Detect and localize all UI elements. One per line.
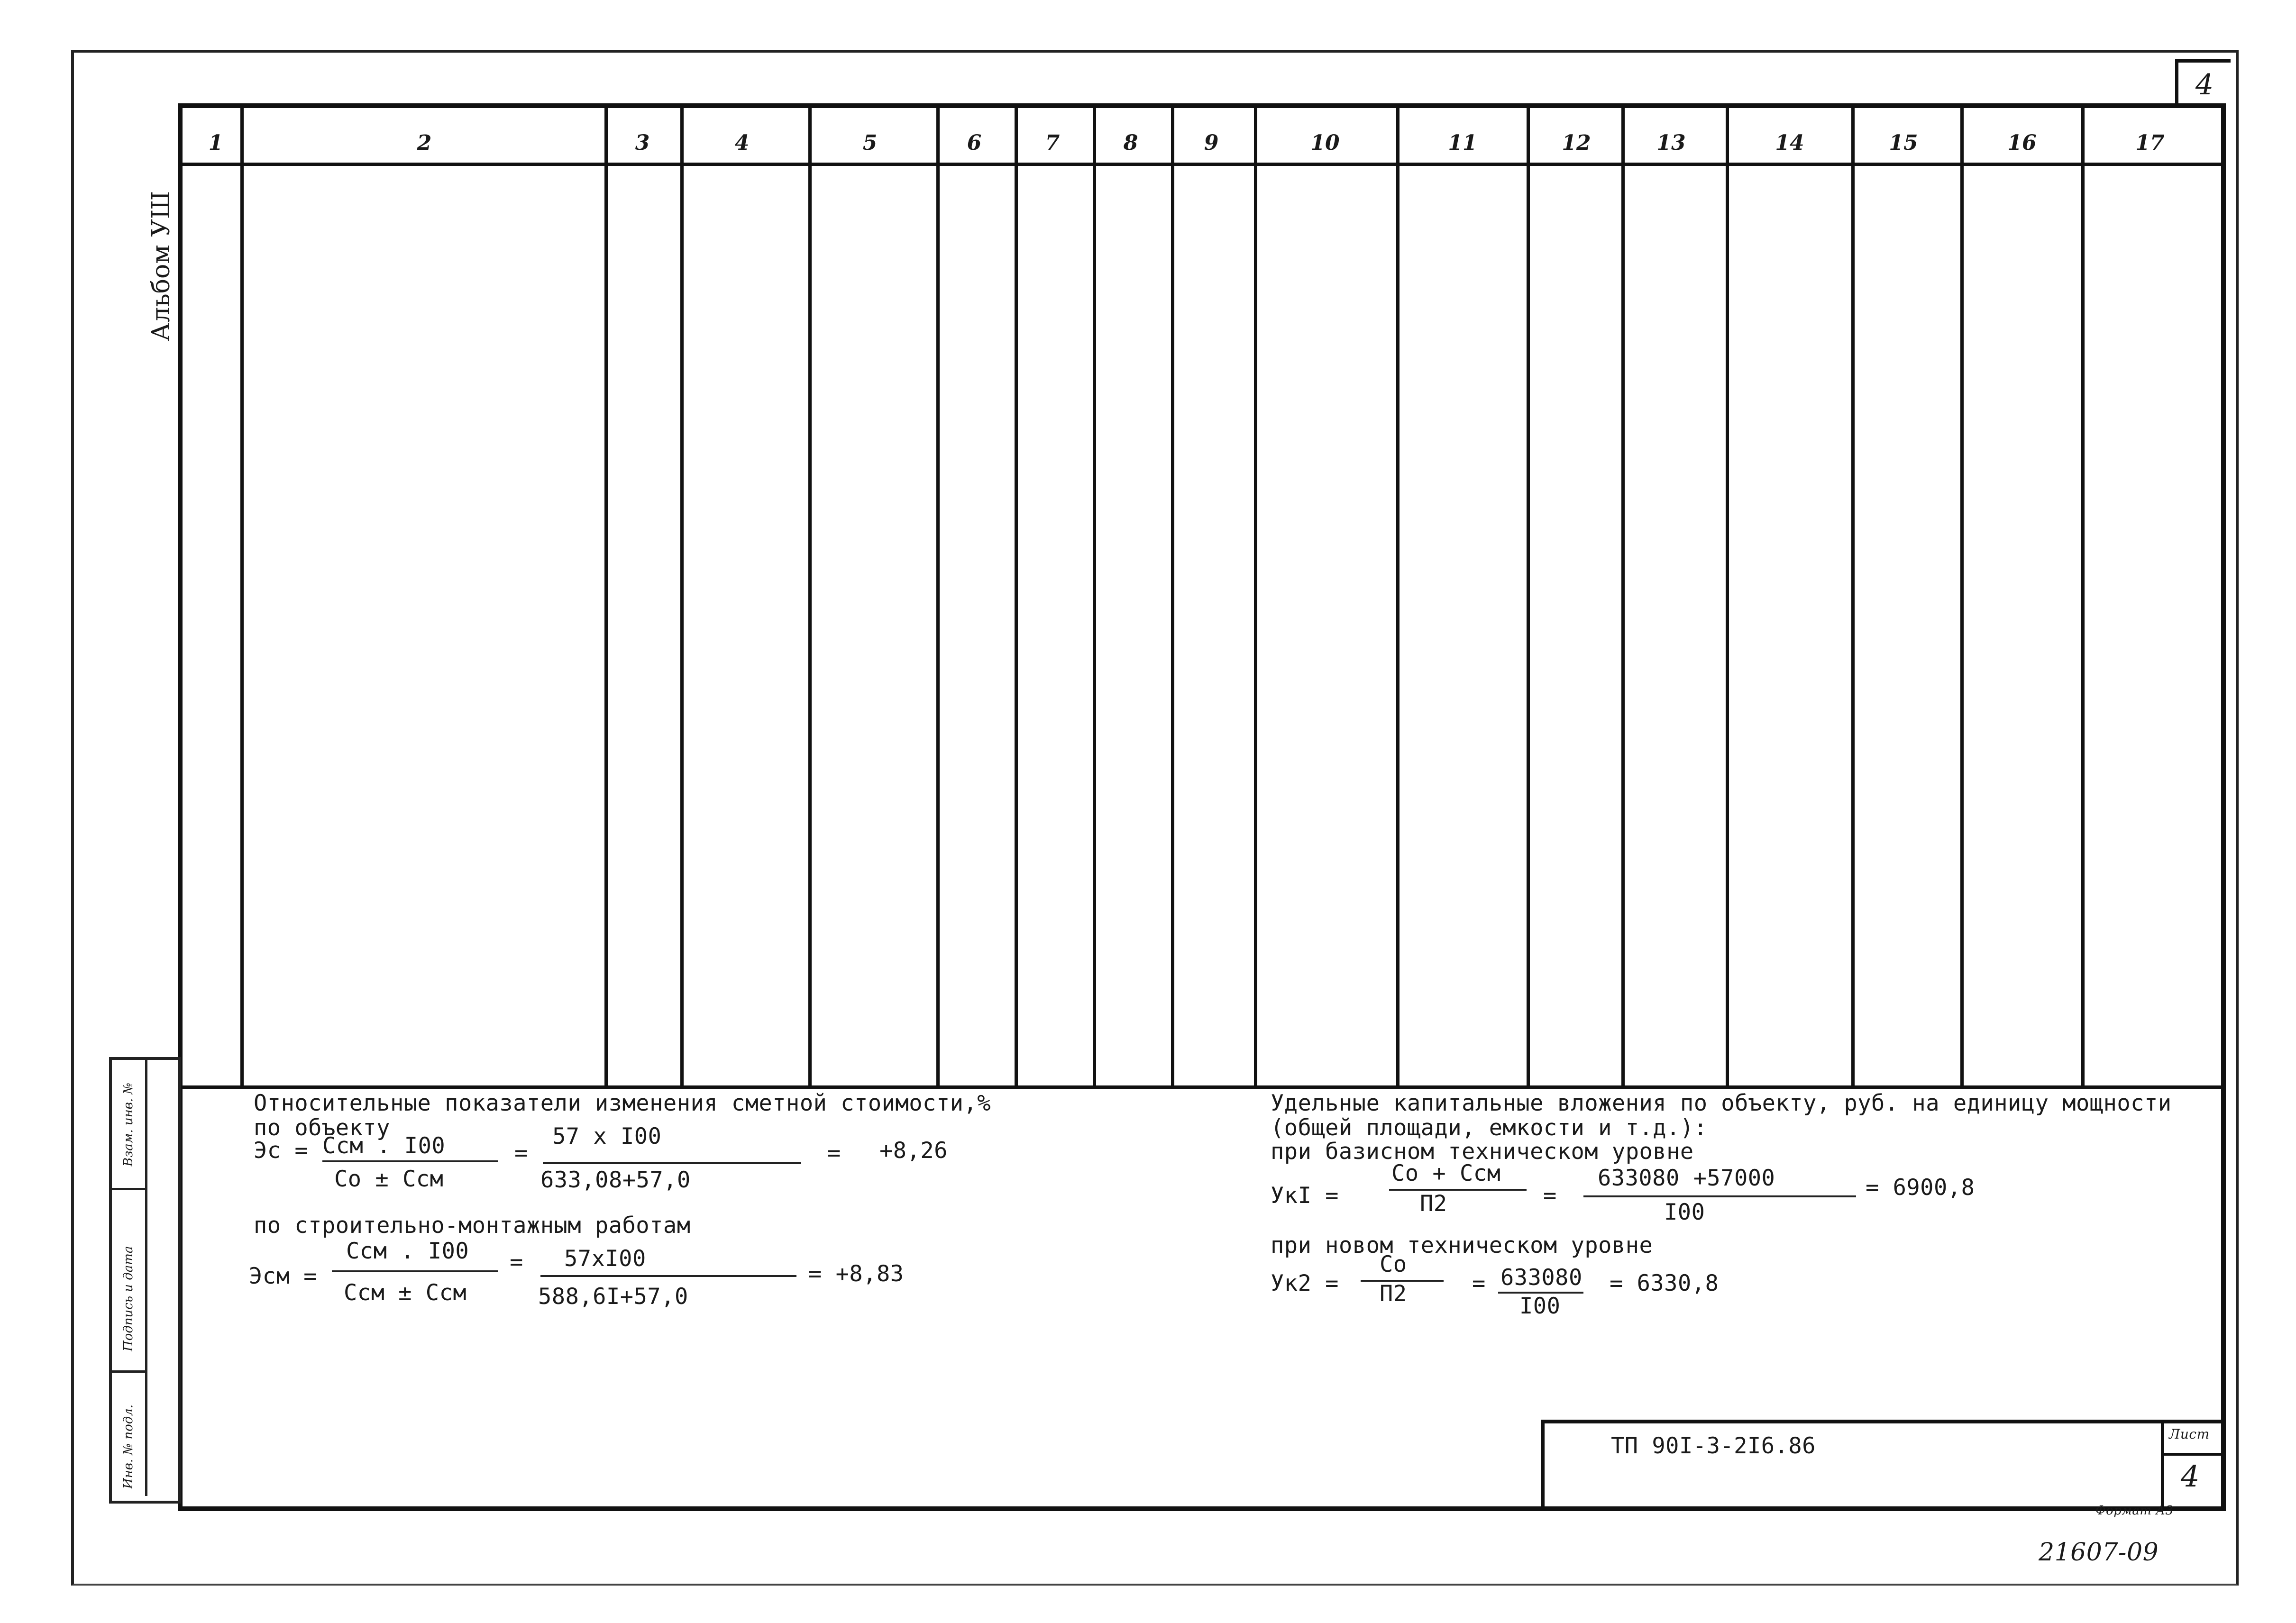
sheet-cell-divider [2164, 1453, 2223, 1456]
rf1-result: = 6900,8 [1866, 1175, 1975, 1201]
rf2-equals: = [1472, 1270, 1486, 1296]
column-number: 14 [1775, 131, 1804, 155]
album-label: Альбом УШ [147, 191, 175, 341]
column-number: 2 [417, 131, 432, 155]
left-sub-construction: по строительно-монтажным работам [254, 1213, 691, 1239]
col-divider [240, 108, 244, 1085]
right-sub-basis: при базисном техническом уровне [1271, 1139, 1694, 1165]
doc-code: ТП 90I-3-2I6.86 [1611, 1433, 1816, 1459]
left-sub-object: по объекту [254, 1115, 390, 1141]
f1-result: +8,26 [879, 1138, 948, 1164]
col-divider [1851, 108, 1855, 1085]
sheet-label: Лист [2169, 1426, 2210, 1442]
right-sub-new: при новом техническом уровне [1271, 1232, 1653, 1258]
col-divider [1396, 108, 1400, 1085]
column-number: 9 [1204, 131, 1219, 155]
column-number: 1 [208, 131, 223, 155]
title-block [1541, 1420, 2223, 1509]
sheet-cell [2161, 1423, 2223, 1509]
col-divider [1621, 108, 1625, 1085]
stamp-field-inventory: Инв. № подл. [121, 1404, 136, 1489]
rf2-denominator-values: I00 [1519, 1293, 1561, 1319]
f1-lhs: Эс = [254, 1138, 309, 1164]
column-number: 12 [1562, 131, 1591, 155]
rf1-numerator-values: 633080 +57000 [1598, 1165, 1775, 1191]
right-heading: Удельные капитальные вложения по объекту, руб. на единицу мощности [1271, 1090, 2172, 1116]
f1-fraction-bar [322, 1160, 498, 1162]
column-number: 11 [1448, 131, 1477, 155]
f1-denominator-values: 633,08+57,0 [540, 1167, 691, 1193]
column-number: 10 [1310, 131, 1340, 155]
col-divider [936, 108, 940, 1085]
rf2-lhs: Ук2 = [1271, 1270, 1339, 1296]
column-number: 5 [862, 131, 878, 155]
rf2-numerator: Со [1380, 1251, 1407, 1277]
f2-numerator-values: 57хI00 [564, 1246, 646, 1272]
f2-lhs: Эсм = [249, 1263, 317, 1289]
rf1-values-bar [1583, 1195, 1856, 1197]
f2-result: = +8,83 [808, 1261, 904, 1287]
format-label: Формат А3 [2095, 1504, 2174, 1518]
f1-equals-2: = [827, 1140, 841, 1166]
stamp-cell [112, 1060, 147, 1190]
col-divider [1254, 108, 1257, 1085]
col-divider [1015, 108, 1018, 1085]
f1-denominator: Со ± Ссм [334, 1166, 444, 1192]
col-divider [680, 108, 684, 1085]
rf1-denominator: П2 [1420, 1191, 1447, 1217]
rf1-numerator: Со + Ссм [1391, 1160, 1501, 1186]
f2-numerator: Ссм . I00 [346, 1238, 469, 1264]
rf2-result: = 6330,8 [1610, 1270, 1719, 1296]
col-divider [1960, 108, 1964, 1085]
sheet-number: 4 [2181, 1459, 2200, 1494]
table-bottom-line [183, 1085, 2221, 1089]
column-number: 16 [2007, 131, 2037, 155]
f1-numerator-values: 57 х I00 [552, 1123, 662, 1149]
column-number: 4 [734, 131, 750, 155]
col-divider [1527, 108, 1530, 1085]
f2-denominator: Ссм ± Ссм [344, 1280, 467, 1306]
main-frame [178, 103, 2226, 1511]
stamp-cell [112, 1373, 147, 1496]
col-divider [2081, 108, 2085, 1085]
column-number: 13 [1656, 131, 1686, 155]
archive-number: 21607-09 [2039, 1538, 2159, 1567]
stamp-cell [112, 1190, 147, 1373]
stamp-field-replacement: Взам. инв. № [121, 1082, 136, 1167]
f2-values-bar [540, 1275, 796, 1277]
column-number: 7 [1045, 131, 1060, 155]
stamp-field-signature: Подпись и дата [121, 1246, 136, 1351]
header-separator [183, 163, 2221, 166]
rf2-numerator-values: 633080 [1500, 1265, 1583, 1291]
corner-sheet-number: 4 [2175, 59, 2231, 108]
col-divider [604, 108, 608, 1085]
rf1-lhs: УкI = [1271, 1183, 1339, 1209]
column-number: 6 [967, 131, 982, 155]
f2-equals: = [510, 1249, 523, 1275]
column-number: 8 [1123, 131, 1138, 155]
f2-fraction-bar [332, 1270, 498, 1272]
f1-numerator: Ссм . I00 [322, 1133, 446, 1159]
column-number: 17 [2135, 131, 2165, 155]
f2-denominator-values: 588,6I+57,0 [538, 1284, 688, 1310]
f1-equals: = [514, 1140, 528, 1166]
left-heading: Относительные показатели изменения сметной стоимости,% [254, 1090, 991, 1116]
col-divider [1726, 108, 1729, 1085]
right-heading-2: (общей площади, емкости и т.д.): [1271, 1115, 1708, 1141]
rf1-denominator-values: I00 [1664, 1199, 1705, 1225]
column-number: 3 [635, 131, 650, 155]
rf1-fraction-bar [1389, 1189, 1527, 1191]
rf2-denominator: П2 [1380, 1281, 1407, 1307]
stamp-strip [109, 1057, 181, 1504]
column-number: 15 [1889, 131, 1918, 155]
col-divider [808, 108, 812, 1085]
f1-values-bar [543, 1162, 801, 1164]
col-divider [1093, 108, 1096, 1085]
col-divider [1171, 108, 1174, 1085]
rf1-equals: = [1543, 1183, 1557, 1209]
